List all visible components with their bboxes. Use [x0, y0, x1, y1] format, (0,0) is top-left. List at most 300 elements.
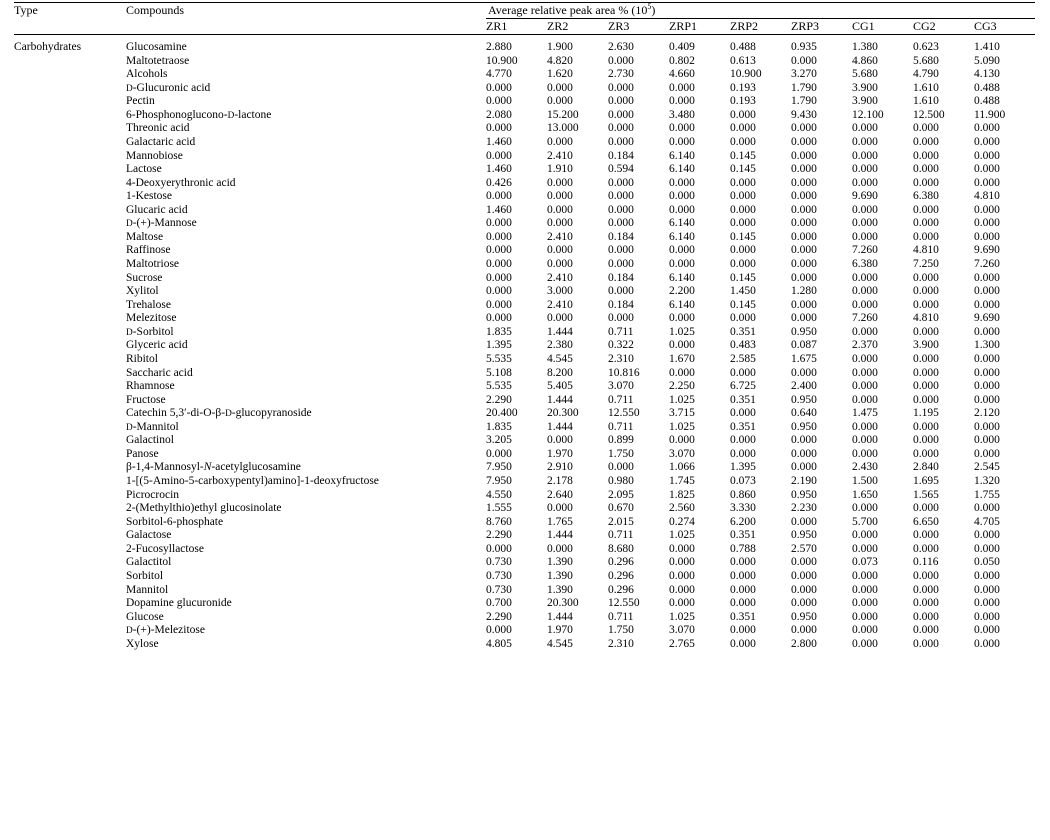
value-cell: 12.550 [608, 407, 640, 420]
value-cell: 4.810 [913, 244, 939, 257]
row-type-cell [14, 407, 126, 421]
value-cell: 2.290 [486, 393, 512, 406]
value-cell: 0.000 [669, 190, 695, 203]
value-cell: 2.080 [486, 108, 512, 121]
value-cell: 0.488 [730, 41, 756, 53]
value-cell: 0.000 [913, 529, 939, 542]
value-cell: 1.970 [547, 447, 573, 460]
value-cell: 0.000 [974, 122, 1000, 135]
value-cell: 0.000 [852, 597, 878, 610]
value-cell: 20.400 [486, 407, 518, 420]
value-cell: 15.200 [547, 108, 579, 121]
value-cell: 0.613 [730, 54, 756, 67]
value-cell: 0.145 [730, 163, 756, 176]
value-cell: 7.260 [852, 312, 878, 325]
row-type-cell [14, 68, 126, 82]
value-cell: 0.000 [852, 176, 878, 189]
row-type-cell [14, 136, 126, 150]
value-cell: 6.650 [913, 515, 939, 528]
value-cell: 8.760 [486, 515, 512, 528]
value-cell: 1.025 [669, 529, 695, 542]
value-cell: 0.000 [486, 122, 512, 135]
compound-name: Rhamnose [126, 380, 175, 393]
value-cell: 0.000 [486, 149, 512, 162]
value-cell: 0.788 [730, 542, 756, 555]
value-cell: 0.000 [486, 258, 512, 270]
value-cell: 0.000 [974, 325, 1000, 338]
value-cell: 0.000 [791, 135, 817, 148]
header-spanner-exponent: 5 [647, 2, 652, 11]
value-cell: 2.585 [730, 352, 756, 365]
table-row [14, 529, 1035, 543]
table-row [14, 41, 1035, 55]
value-cell: 0.950 [791, 325, 817, 338]
value-cell: 0.000 [852, 163, 878, 176]
table-row [14, 448, 1035, 462]
value-cell: 0.000 [608, 285, 634, 298]
compound-name: Sorbitol-6-phosphate [126, 515, 224, 528]
value-cell: 0.670 [608, 502, 634, 515]
row-type-cell [14, 326, 126, 340]
table-row [14, 502, 1035, 516]
value-cell: 0.000 [791, 447, 817, 460]
value-cell: 0.000 [791, 271, 817, 284]
value-cell: 0.000 [486, 217, 512, 230]
row-type-cell [14, 299, 126, 313]
value-cell: 0.000 [913, 325, 939, 338]
table-row [14, 380, 1035, 394]
value-cell: 0.000 [791, 569, 817, 582]
value-cell: 0.000 [608, 203, 634, 216]
table-row [14, 312, 1035, 326]
value-cell: 0.000 [547, 542, 573, 555]
value-cell: 0.711 [608, 393, 634, 406]
value-cell: 1.380 [852, 41, 878, 53]
table-row [14, 150, 1035, 164]
subheader-col-cg2: CG2 [913, 19, 936, 33]
compound-name: Xylitol [126, 285, 159, 298]
value-cell: 0.711 [608, 325, 634, 338]
value-cell: 4.820 [547, 54, 573, 67]
value-cell: 0.000 [974, 217, 1000, 230]
value-cell: 0.000 [669, 95, 695, 108]
row-type-cell [14, 448, 126, 462]
value-cell: 1.390 [547, 569, 573, 582]
compound-name: Galactinol [126, 434, 174, 447]
table-row [14, 258, 1035, 272]
value-cell: 0.488 [974, 95, 1000, 108]
value-cell: 11.900 [974, 108, 1006, 121]
value-cell: 7.950 [486, 461, 512, 474]
value-cell: 0.000 [730, 597, 756, 610]
value-cell: 1.460 [486, 135, 512, 148]
row-type-cell [14, 204, 126, 218]
value-cell: 0.000 [547, 502, 573, 515]
value-cell: 0.000 [730, 122, 756, 135]
value-cell: 0.000 [791, 298, 817, 311]
value-cell: 0.000 [730, 637, 756, 650]
value-cell: 1.444 [547, 529, 573, 542]
compound-name: Maltotetraose [126, 54, 190, 67]
value-cell: 0.000 [547, 203, 573, 216]
value-cell: 0.000 [974, 502, 1000, 515]
value-cell: 0.000 [547, 176, 573, 189]
value-cell: 6.140 [669, 217, 695, 230]
row-type-cell [14, 353, 126, 367]
value-cell: 0.000 [608, 312, 634, 325]
value-cell: 0.000 [608, 122, 634, 135]
table-row [14, 190, 1035, 204]
row-type-cell [14, 394, 126, 408]
compound-name: Mannitol [126, 583, 169, 596]
value-cell: 0.000 [974, 271, 1000, 284]
value-cell: 0.000 [486, 95, 512, 108]
value-cell: 0.050 [974, 556, 1000, 569]
value-cell: 6.140 [669, 298, 695, 311]
compound-name: Dopamine glucuronide [126, 597, 232, 610]
value-cell: 0.000 [669, 556, 695, 569]
table-row [14, 461, 1035, 475]
compound-name: Trehalose [126, 298, 171, 311]
table-row [14, 611, 1035, 625]
compound-name: 6-Phosphonoglucono-D-lactone [126, 108, 272, 121]
value-cell: 0.000 [669, 339, 695, 352]
table-row [14, 394, 1035, 408]
row-type-cell [14, 339, 126, 353]
value-cell: 0.594 [608, 163, 634, 176]
table-row [14, 244, 1035, 258]
value-cell: 0.000 [730, 217, 756, 230]
value-cell: 7.260 [852, 244, 878, 257]
value-cell: 3.900 [852, 81, 878, 94]
row-type-cell [14, 109, 126, 123]
value-cell: 1.025 [669, 610, 695, 623]
value-cell: 2.250 [669, 380, 695, 393]
value-cell: 0.000 [669, 312, 695, 325]
value-cell: 0.184 [608, 298, 634, 311]
value-cell: 0.000 [974, 597, 1000, 610]
compound-name: D-(+)-Mannose [126, 217, 197, 230]
value-cell: 0.296 [608, 569, 634, 582]
value-cell: 10.816 [608, 366, 640, 379]
compound-name: D-Mannitol [126, 420, 179, 433]
value-cell: 0.000 [974, 298, 1000, 311]
row-type-cell [14, 556, 126, 570]
value-cell: 3.900 [913, 339, 939, 352]
table-row [14, 367, 1035, 381]
value-cell: 0.000 [669, 122, 695, 135]
value-cell: 0.000 [974, 569, 1000, 582]
value-cell: 0.000 [547, 258, 573, 270]
table-row [14, 122, 1035, 136]
row-type-cell [14, 529, 126, 543]
value-cell: 0.000 [791, 312, 817, 325]
value-cell: 0.000 [730, 569, 756, 582]
value-cell: 1.745 [669, 475, 695, 487]
value-cell: 0.000 [608, 54, 634, 67]
compound-name: Galactitol [126, 556, 172, 569]
table-row [14, 217, 1035, 231]
value-cell: 2.880 [486, 41, 512, 53]
table-row [14, 55, 1035, 69]
compound-name: Catechin 5,3′-di-O-β-D-glucopyranoside [126, 407, 312, 420]
table-row [14, 204, 1035, 218]
value-cell: 0.184 [608, 230, 634, 243]
value-cell: 2.290 [486, 610, 512, 623]
row-type-cell [14, 502, 126, 516]
value-cell: 0.000 [913, 271, 939, 284]
compound-name: 2-(Methylthio)ethyl glucosinolate [126, 502, 282, 515]
value-cell: 1.444 [547, 393, 573, 406]
table-row [14, 624, 1035, 638]
value-cell: 1.025 [669, 420, 695, 433]
value-cell: 0.184 [608, 271, 634, 284]
value-cell: 0.730 [486, 556, 512, 569]
value-cell: 6.380 [852, 258, 878, 270]
value-cell: 0.000 [547, 217, 573, 230]
value-cell: 3.070 [608, 380, 634, 393]
table-row [14, 136, 1035, 150]
value-cell: 0.000 [730, 135, 756, 148]
value-cell: 2.015 [608, 515, 634, 528]
value-cell: 2.430 [852, 461, 878, 474]
value-cell: 0.000 [791, 434, 817, 447]
value-cell: 0.000 [486, 298, 512, 311]
value-cell: 0.000 [913, 624, 939, 637]
compound-name: Glucosamine [126, 41, 187, 53]
value-cell: 2.840 [913, 461, 939, 474]
value-cell: 0.296 [608, 583, 634, 596]
value-cell: 0.351 [730, 529, 756, 542]
value-cell: 0.193 [730, 81, 756, 94]
value-cell: 1.500 [852, 475, 878, 487]
value-cell: 0.000 [791, 149, 817, 162]
value-cell: 0.950 [791, 420, 817, 433]
value-cell: 2.410 [547, 230, 573, 243]
value-cell: 0.000 [791, 163, 817, 176]
value-cell: 8.680 [608, 542, 634, 555]
value-cell: 3.330 [730, 502, 756, 515]
value-cell: 0.000 [852, 352, 878, 365]
value-cell: 1.620 [547, 68, 573, 81]
table-row [14, 584, 1035, 598]
value-cell: 4.550 [486, 488, 512, 501]
row-type-cell [14, 611, 126, 625]
value-cell: 1.790 [791, 81, 817, 94]
value-cell: 10.900 [486, 54, 518, 67]
value-cell: 1.555 [486, 502, 512, 515]
value-cell: 0.000 [791, 556, 817, 569]
value-cell: 0.000 [974, 352, 1000, 365]
value-cell: 0.000 [852, 203, 878, 216]
value-cell: 0.000 [608, 108, 634, 121]
value-cell: 0.087 [791, 339, 817, 352]
value-cell: 0.000 [852, 447, 878, 460]
value-cell: 3.715 [669, 407, 695, 420]
value-cell: 0.000 [974, 203, 1000, 216]
value-cell: 0.000 [486, 542, 512, 555]
value-cell: 2.400 [791, 380, 817, 393]
value-cell: 4.130 [974, 68, 1000, 81]
value-cell: 0.000 [913, 135, 939, 148]
value-cell: 0.000 [730, 583, 756, 596]
value-cell: 0.000 [486, 285, 512, 298]
compound-name: D-Glucuronic acid [126, 81, 211, 94]
value-cell: 6.140 [669, 149, 695, 162]
row-type-cell [14, 95, 126, 109]
value-cell: 1.900 [547, 41, 573, 53]
value-cell: 1.390 [547, 583, 573, 596]
row-type-cell [14, 258, 126, 272]
value-cell: 0.000 [730, 434, 756, 447]
value-cell: 4.790 [913, 68, 939, 81]
value-cell: 0.296 [608, 556, 634, 569]
value-cell: 0.000 [669, 244, 695, 257]
metabolite-peak-area-table [14, 2, 1035, 651]
value-cell: 0.274 [669, 515, 695, 528]
value-cell: 3.480 [669, 108, 695, 121]
compound-name: D-(+)-Melezitose [126, 624, 205, 637]
value-cell: 0.000 [913, 610, 939, 623]
value-cell: 0.623 [913, 41, 939, 53]
value-cell: 1.835 [486, 325, 512, 338]
value-cell: 0.000 [608, 461, 634, 474]
header-spanner-close: ) [651, 3, 656, 17]
value-cell: 2.310 [608, 637, 634, 650]
value-cell: 0.322 [608, 339, 634, 352]
value-cell: 7.950 [486, 475, 512, 487]
table-row [14, 353, 1035, 367]
value-cell: 0.000 [852, 624, 878, 637]
compound-name: Glucaric acid [126, 203, 188, 216]
value-cell: 0.116 [913, 556, 939, 569]
value-cell: 0.000 [974, 637, 1000, 650]
value-cell: 9.690 [852, 190, 878, 203]
value-cell: 0.000 [852, 583, 878, 596]
value-cell: 0.000 [608, 190, 634, 203]
row-type-cell [14, 150, 126, 164]
row-type-cell [14, 272, 126, 286]
value-cell: 0.000 [974, 149, 1000, 162]
value-cell: 2.120 [974, 407, 1000, 420]
value-cell: 0.000 [974, 366, 1000, 379]
value-cell: 1.755 [974, 488, 1000, 501]
value-cell: 0.000 [913, 447, 939, 460]
table-row [14, 407, 1035, 421]
value-cell: 0.000 [852, 325, 878, 338]
value-cell: 2.095 [608, 488, 634, 501]
value-cell: 1.300 [974, 339, 1000, 352]
value-cell: 0.000 [791, 366, 817, 379]
value-cell: 8.200 [547, 366, 573, 379]
value-cell: 0.000 [547, 244, 573, 257]
value-cell: 1.460 [486, 203, 512, 216]
compound-name: Maltotriose [126, 258, 180, 270]
value-cell: 0.000 [669, 258, 695, 270]
value-cell: 1.390 [547, 556, 573, 569]
value-cell: 1.765 [547, 515, 573, 528]
compound-name: Sorbitol [126, 569, 164, 582]
value-cell: 1.195 [913, 407, 939, 420]
value-cell: 2.178 [547, 475, 573, 487]
compound-name: 1-Kestose [126, 190, 172, 203]
value-cell: 2.640 [547, 488, 573, 501]
table-row [14, 82, 1035, 96]
value-cell: 0.000 [913, 393, 939, 406]
value-cell: 6.200 [730, 515, 756, 528]
value-cell: 2.545 [974, 461, 1000, 474]
value-cell: 5.108 [486, 366, 512, 379]
table-row [14, 516, 1035, 530]
value-cell: 1.610 [913, 95, 939, 108]
value-cell: 2.370 [852, 339, 878, 352]
value-cell: 0.950 [791, 393, 817, 406]
value-cell: 0.000 [547, 95, 573, 108]
value-cell: 0.000 [852, 502, 878, 515]
value-cell: 0.000 [852, 610, 878, 623]
compound-name: Glucose [126, 610, 164, 623]
value-cell: 0.488 [974, 81, 1000, 94]
value-cell: 6.140 [669, 230, 695, 243]
value-cell: 0.000 [852, 637, 878, 650]
value-cell: 0.351 [730, 610, 756, 623]
table-row [14, 163, 1035, 177]
value-cell: 0.000 [730, 244, 756, 257]
row-type-cell [14, 475, 126, 489]
value-cell: 0.000 [974, 285, 1000, 298]
value-cell: 1.910 [547, 163, 573, 176]
value-cell: 2.560 [669, 502, 695, 515]
value-cell: 0.000 [791, 624, 817, 637]
value-cell: 3.070 [669, 624, 695, 637]
value-cell: 3.205 [486, 434, 512, 447]
value-cell: 0.000 [852, 122, 878, 135]
table-row [14, 638, 1035, 652]
value-cell: 4.860 [852, 54, 878, 67]
value-cell: 0.000 [974, 447, 1000, 460]
table-row [14, 339, 1035, 353]
row-type-cell [14, 55, 126, 69]
value-cell: 1.395 [486, 339, 512, 352]
value-cell: 0.730 [486, 569, 512, 582]
compound-name: D-Sorbitol [126, 325, 174, 338]
subheader-col-zrp1: ZRP1 [669, 19, 698, 33]
value-cell: 12.500 [913, 108, 945, 121]
value-cell: 0.950 [791, 610, 817, 623]
value-cell: 0.000 [913, 149, 939, 162]
value-cell: 0.000 [547, 135, 573, 148]
value-cell: 0.000 [974, 393, 1000, 406]
value-cell: 0.935 [791, 41, 817, 53]
value-cell: 0.000 [791, 176, 817, 189]
value-cell: 0.000 [852, 135, 878, 148]
compound-name: Ribitol [126, 352, 158, 365]
value-cell: 0.000 [913, 583, 939, 596]
value-cell: 0.145 [730, 149, 756, 162]
compound-name: Sucrose [126, 271, 163, 284]
value-cell: 0.000 [486, 190, 512, 203]
value-cell: 3.000 [547, 285, 573, 298]
value-cell: 0.000 [608, 176, 634, 189]
value-cell: 1.280 [791, 285, 817, 298]
value-cell: 0.000 [730, 366, 756, 379]
value-cell: 0.000 [608, 258, 634, 270]
value-cell: 1.835 [486, 420, 512, 433]
value-cell: 20.300 [547, 407, 579, 420]
table-row [14, 326, 1035, 340]
compound-name: Alcohols [126, 68, 168, 81]
value-cell: 0.000 [974, 529, 1000, 542]
